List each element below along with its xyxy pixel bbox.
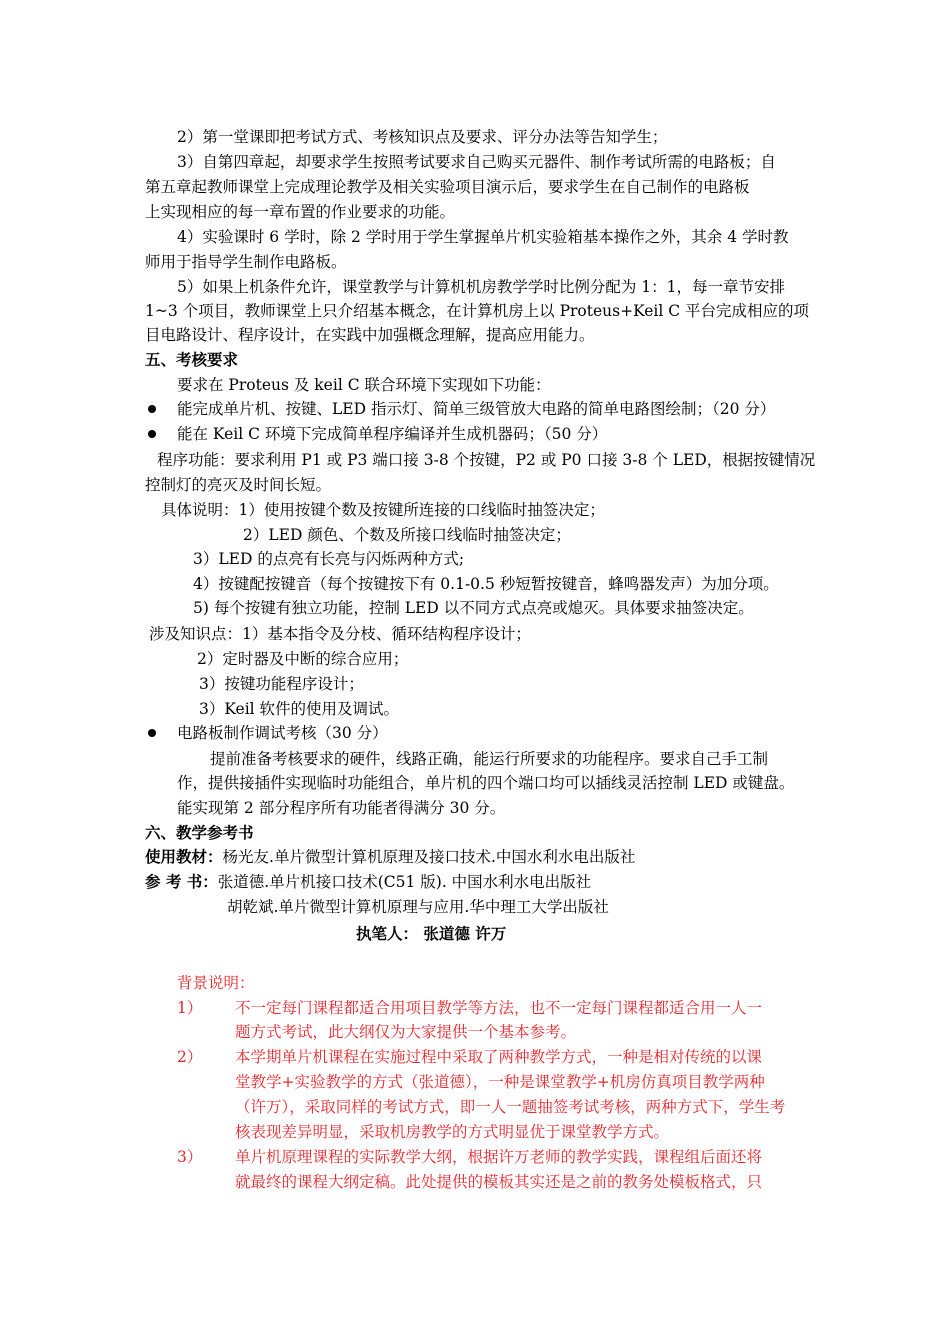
bullet-icon (148, 430, 156, 438)
paragraph-line: 4）按键配按键音（每个按键按下有 0.1-0.5 秒短暂按键音，蜂鸣器发声）为加分项。 (193, 575, 779, 593)
notes-title: 背景说明： (177, 974, 255, 992)
note-line: 堂教学+实验教学的方式（张道德），一种是课堂教学+机房仿真项目教学两种 (235, 1073, 765, 1091)
note-line: 不一定每门课程都适合用项目教学等方法，也不一定每门课程都适合用一人一 (235, 999, 763, 1017)
paragraph-line: 能实现第 2 部分程序所有功能者得满分 30 分。 (177, 799, 506, 817)
note-number: 1） (177, 999, 203, 1017)
paragraph-line: 3）自第四章起，却要求学生按照考试要求自己购买元器件、制作考试所需的电路板；自 (177, 153, 776, 171)
bullet-item: 能在 Keil C 环境下完成简单程序编译并生成机器码；（50 分） (177, 425, 608, 443)
paragraph-line: 2）第一堂课即把考试方式、考核知识点及要求、评分办法等告知学生； (177, 128, 668, 146)
paragraph-line: 提前准备考核要求的硬件，线路正确，能运行所要求的功能程序。要求自己手工制 (210, 750, 769, 768)
bullet-icon (148, 405, 156, 413)
paragraph-line: 要求在 Proteus 及 keil C 联合环境下实现如下功能： (177, 376, 551, 394)
note-line: 本学期单片机课程在实施过程中采取了两种教学方式，一种是相对传统的以课 (235, 1048, 763, 1066)
paragraph-line: 涉及知识点：1）基本指令及分枝、循环结构程序设计； (149, 625, 531, 643)
note-line: 核表现差异明显，采取机房教学的方式明显优于课堂教学方式。 (235, 1123, 670, 1141)
paragraph-line: 第五章起教师课堂上完成理论教学及相关实验项目演示后，要求学生在自己制作的电路板 (145, 178, 750, 196)
paragraph-line: 4）实验课时 6 学时，除 2 学时用于学生掌握单片机实验箱基本操作之外，其余 4 学时教 (177, 228, 789, 246)
paragraph-line: 1~3 个项目，教师课堂上只介绍基本概念，在计算机房上以 Proteus+Keil C 平台完成相应的项 (145, 302, 810, 320)
note-number: 2） (177, 1048, 203, 1066)
paragraph-line: 具体说明：1）使用按键个数及按键所连接的口线临时抽签决定； (161, 501, 605, 519)
note-number: 3） (177, 1148, 203, 1166)
reference-line-2: 胡乾斌.单片微型计算机原理与应用.华中理工大学出版社 (227, 898, 609, 916)
paragraph-line: 目电路设计、程序设计，在实践中加强概念理解，提高应用能力。 (145, 326, 595, 344)
paragraph-line: 程序功能：要求利用 P1 或 P3 端口接 3-8 个按键，P2 或 P0 口接 3-8 个 LED，根据按键情况 (157, 451, 816, 469)
author-line: 执笔人： 张道德 许万 (356, 924, 507, 943)
note-line: 题方式考试，此大纲仅为大家提供一个基本参考。 (235, 1023, 577, 1041)
reference-text: 张道德.单片机接口技术(C51 版). 中国水利水电出版社 (217, 873, 592, 891)
bullet-icon (148, 729, 156, 737)
paragraph-line: 2）LED 颜色、个数及所接口线临时抽签决定； (243, 526, 571, 544)
reference-line (145, 871, 591, 893)
paragraph-line: 作，提供接插件实现临时功能组合，单片机的四个端口均可以插线灵活控制 LED 或键盘。 (177, 774, 795, 792)
textbook-line (145, 846, 635, 868)
textbook-text: 杨光友.单片微型计算机原理及接口技术.中国水利水电出版社 (222, 848, 636, 866)
paragraph-line: 5) 每个按键有独立功能，控制 LED 以不同方式点亮或熄灭。具体要求抽签决定。 (193, 599, 754, 617)
paragraph-line: 3）LED 的点亮有长亮与闪烁两种方式; (193, 550, 465, 568)
reference-label: 参 考 书： (145, 872, 218, 891)
section-heading-assessment: 五、考核要求 (145, 350, 239, 369)
paragraph-line: 3）Keil 软件的使用及调试。 (199, 700, 400, 718)
paragraph-line: 2）定时器及中断的综合应用； (197, 650, 409, 668)
paragraph-line: 控制灯的亮灭及时间长短。 (145, 476, 332, 494)
bullet-item: 能完成单片机、按键、LED 指示灯、简单三级管放大电路的简单电路图绘制；（20 分） (177, 400, 776, 418)
textbook-label: 使用教材： (145, 847, 223, 866)
paragraph-line: 上实现相应的每一章布置的作业要求的功能。 (145, 203, 456, 221)
paragraph-line: 3）按键功能程序设计； (199, 675, 364, 693)
section-heading-references: 六、教学参考书 (145, 823, 254, 842)
paragraph-line: 5）如果上机条件允许，课堂教学与计算机机房教学学时比例分配为 1：1，每一章节安排 (177, 278, 786, 296)
paragraph-line: 师用于指导学生制作电路板。 (145, 253, 347, 271)
bullet-item: 电路板制作调试考核（30 分） (177, 724, 388, 742)
note-line: （许万），采取同样的考试方式，即一人一题抽签考试考核，两种方式下，学生考 (235, 1098, 786, 1116)
note-line: 就最终的课程大纲定稿。此处提供的模板其实还是之前的教务处模板格式，只 (235, 1173, 763, 1191)
note-line: 单片机原理课程的实际教学大纲，根据许万老师的教学实践，课程组后面还将 (235, 1148, 763, 1166)
